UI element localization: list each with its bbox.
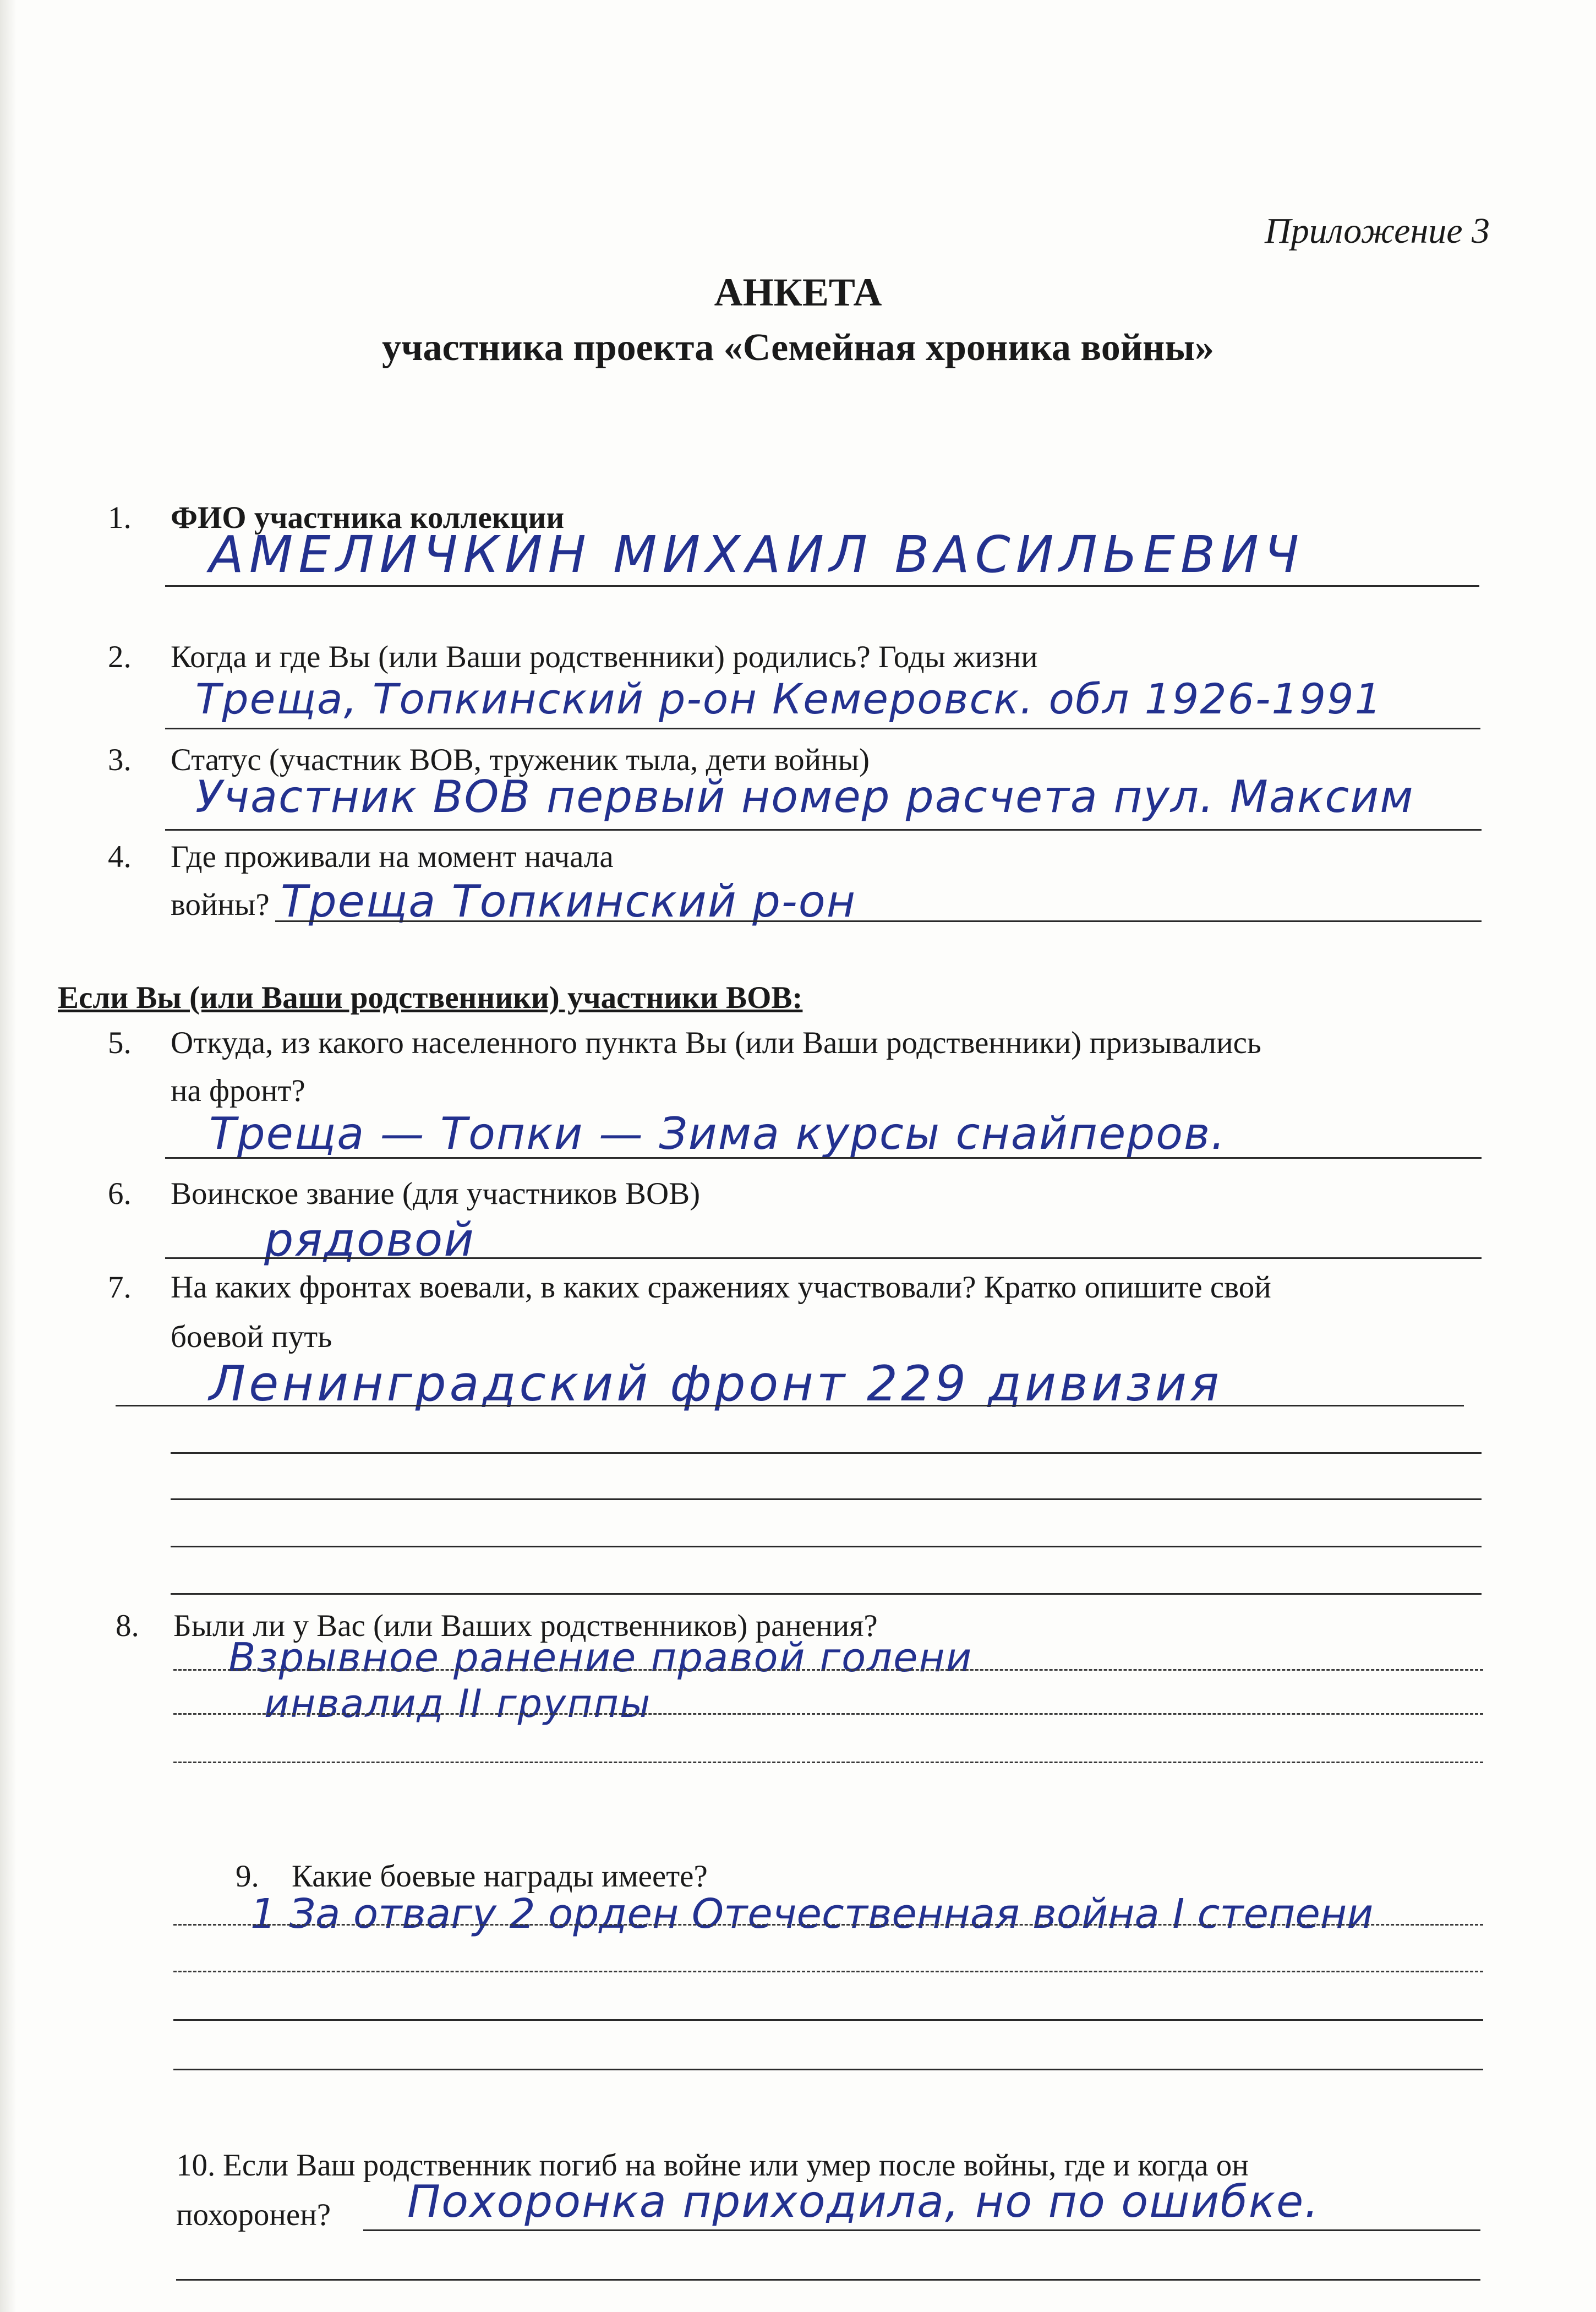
q2-label: Когда и где Вы (или Ваши родственники) родились? Годы жизни: [171, 640, 1038, 674]
q6-label: Воинское звание (для участников ВОВ): [171, 1176, 701, 1211]
q5-answer-line: [165, 1157, 1482, 1159]
q6-answer[interactable]: рядовой: [264, 1213, 475, 1267]
q4-answer-line: [275, 920, 1482, 922]
q9-answer-line-2: [173, 1971, 1483, 1972]
q10-answer[interactable]: Похоронка приходила, но по ошибке.: [407, 2176, 1320, 2227]
q10-answer-line-1: [363, 2229, 1480, 2231]
q7-label-cont: боевой путь: [171, 1319, 332, 1354]
q3-label: Статус (участник ВОВ, труженик тыла, дети войны): [171, 743, 870, 777]
q9-answer-line-3: [173, 2019, 1483, 2021]
q8-number: 8.: [116, 1608, 139, 1643]
q1-number: 1.: [108, 500, 132, 535]
q3-number: 3.: [108, 743, 132, 777]
q8-label: Были ли у Вас (или Ваших родственников) ранения?: [173, 1608, 878, 1643]
q4-label-cont: войны?: [171, 887, 270, 922]
q10-label-cont: похоронен?: [176, 2198, 331, 2232]
q7-answer-line-4: [171, 1546, 1482, 1547]
q5-label-cont: на фронт?: [171, 1073, 305, 1108]
q9-answer-line-4: [173, 2069, 1483, 2070]
q2-answer-line: [165, 728, 1480, 729]
section-heading: Если Вы (или Ваши родственники) участники ВОВ:: [58, 980, 803, 1015]
q7-answer-line-3: [171, 1498, 1482, 1500]
q7-answer[interactable]: Ленинградский фронт 229 дивизия: [209, 1355, 1222, 1412]
q1-answer-line: [165, 585, 1479, 587]
q1-answer[interactable]: АМЕЛИЧКИН МИХАИЛ ВАСИЛЬЕВИЧ: [209, 525, 1305, 584]
q2-number: 2.: [108, 640, 132, 674]
q7-label: На каких фронтах воевали, в каких сражениях участвовали? Кратко опишите свой: [171, 1270, 1271, 1305]
q7-answer-line-1: [116, 1405, 1464, 1406]
q9-label: Какие боевые награды имеете?: [292, 1859, 708, 1894]
q1-label: ФИО участника коллекции: [171, 500, 565, 535]
q4-number: 4.: [108, 839, 132, 874]
form-title: АНКЕТА: [714, 270, 882, 314]
q3-answer-line: [165, 829, 1482, 831]
q6-answer-line: [165, 1257, 1482, 1259]
q8-answer-cont[interactable]: инвалид II группы: [264, 1681, 652, 1726]
q9-number: 9.: [236, 1859, 259, 1894]
q4-answer[interactable]: Треща Топкинский р-он: [281, 876, 857, 927]
q5-label: Откуда, из какого населенного пункта Вы (или Ваши родственники) призывались: [171, 1026, 1261, 1060]
q5-number: 5.: [108, 1026, 132, 1060]
q6-number: 6.: [108, 1176, 132, 1211]
appendix-label: Приложение 3: [1265, 211, 1490, 251]
q7-number: 7.: [108, 1270, 132, 1305]
q8-answer[interactable]: Взрывное ранение правой голени: [228, 1634, 973, 1681]
q2-answer[interactable]: Треща, Топкинский р-он Кемеровск. обл 1926-1991: [195, 674, 1382, 723]
q9-answer[interactable]: 1 За отвагу 2 орден Отечественная война I степени: [250, 1890, 1374, 1938]
form-subtitle: участника проекта «Семейная хроника войны»: [381, 326, 1215, 369]
q8-answer-line-2: [173, 1713, 1483, 1715]
q3-answer[interactable]: Участник ВОВ первый номер расчета пул. Максим: [195, 771, 1414, 822]
q4-label: Где проживали на момент начала: [171, 839, 614, 874]
q8-answer-line-3: [173, 1762, 1483, 1763]
q8-answer-line-1: [173, 1669, 1483, 1671]
q10-label: Если Ваш родственник погиб на войне или умер после войны, где и когда он: [223, 2148, 1249, 2183]
q7-answer-line-5: [171, 1593, 1482, 1595]
q10-number: 10.: [176, 2148, 216, 2183]
q5-answer[interactable]: Треща — Топки — Зима курсы снайперов.: [209, 1108, 1226, 1159]
q10-answer-line-2: [176, 2279, 1480, 2281]
q7-answer-line-2: [171, 1452, 1482, 1454]
q9-answer-line-1: [173, 1924, 1483, 1926]
